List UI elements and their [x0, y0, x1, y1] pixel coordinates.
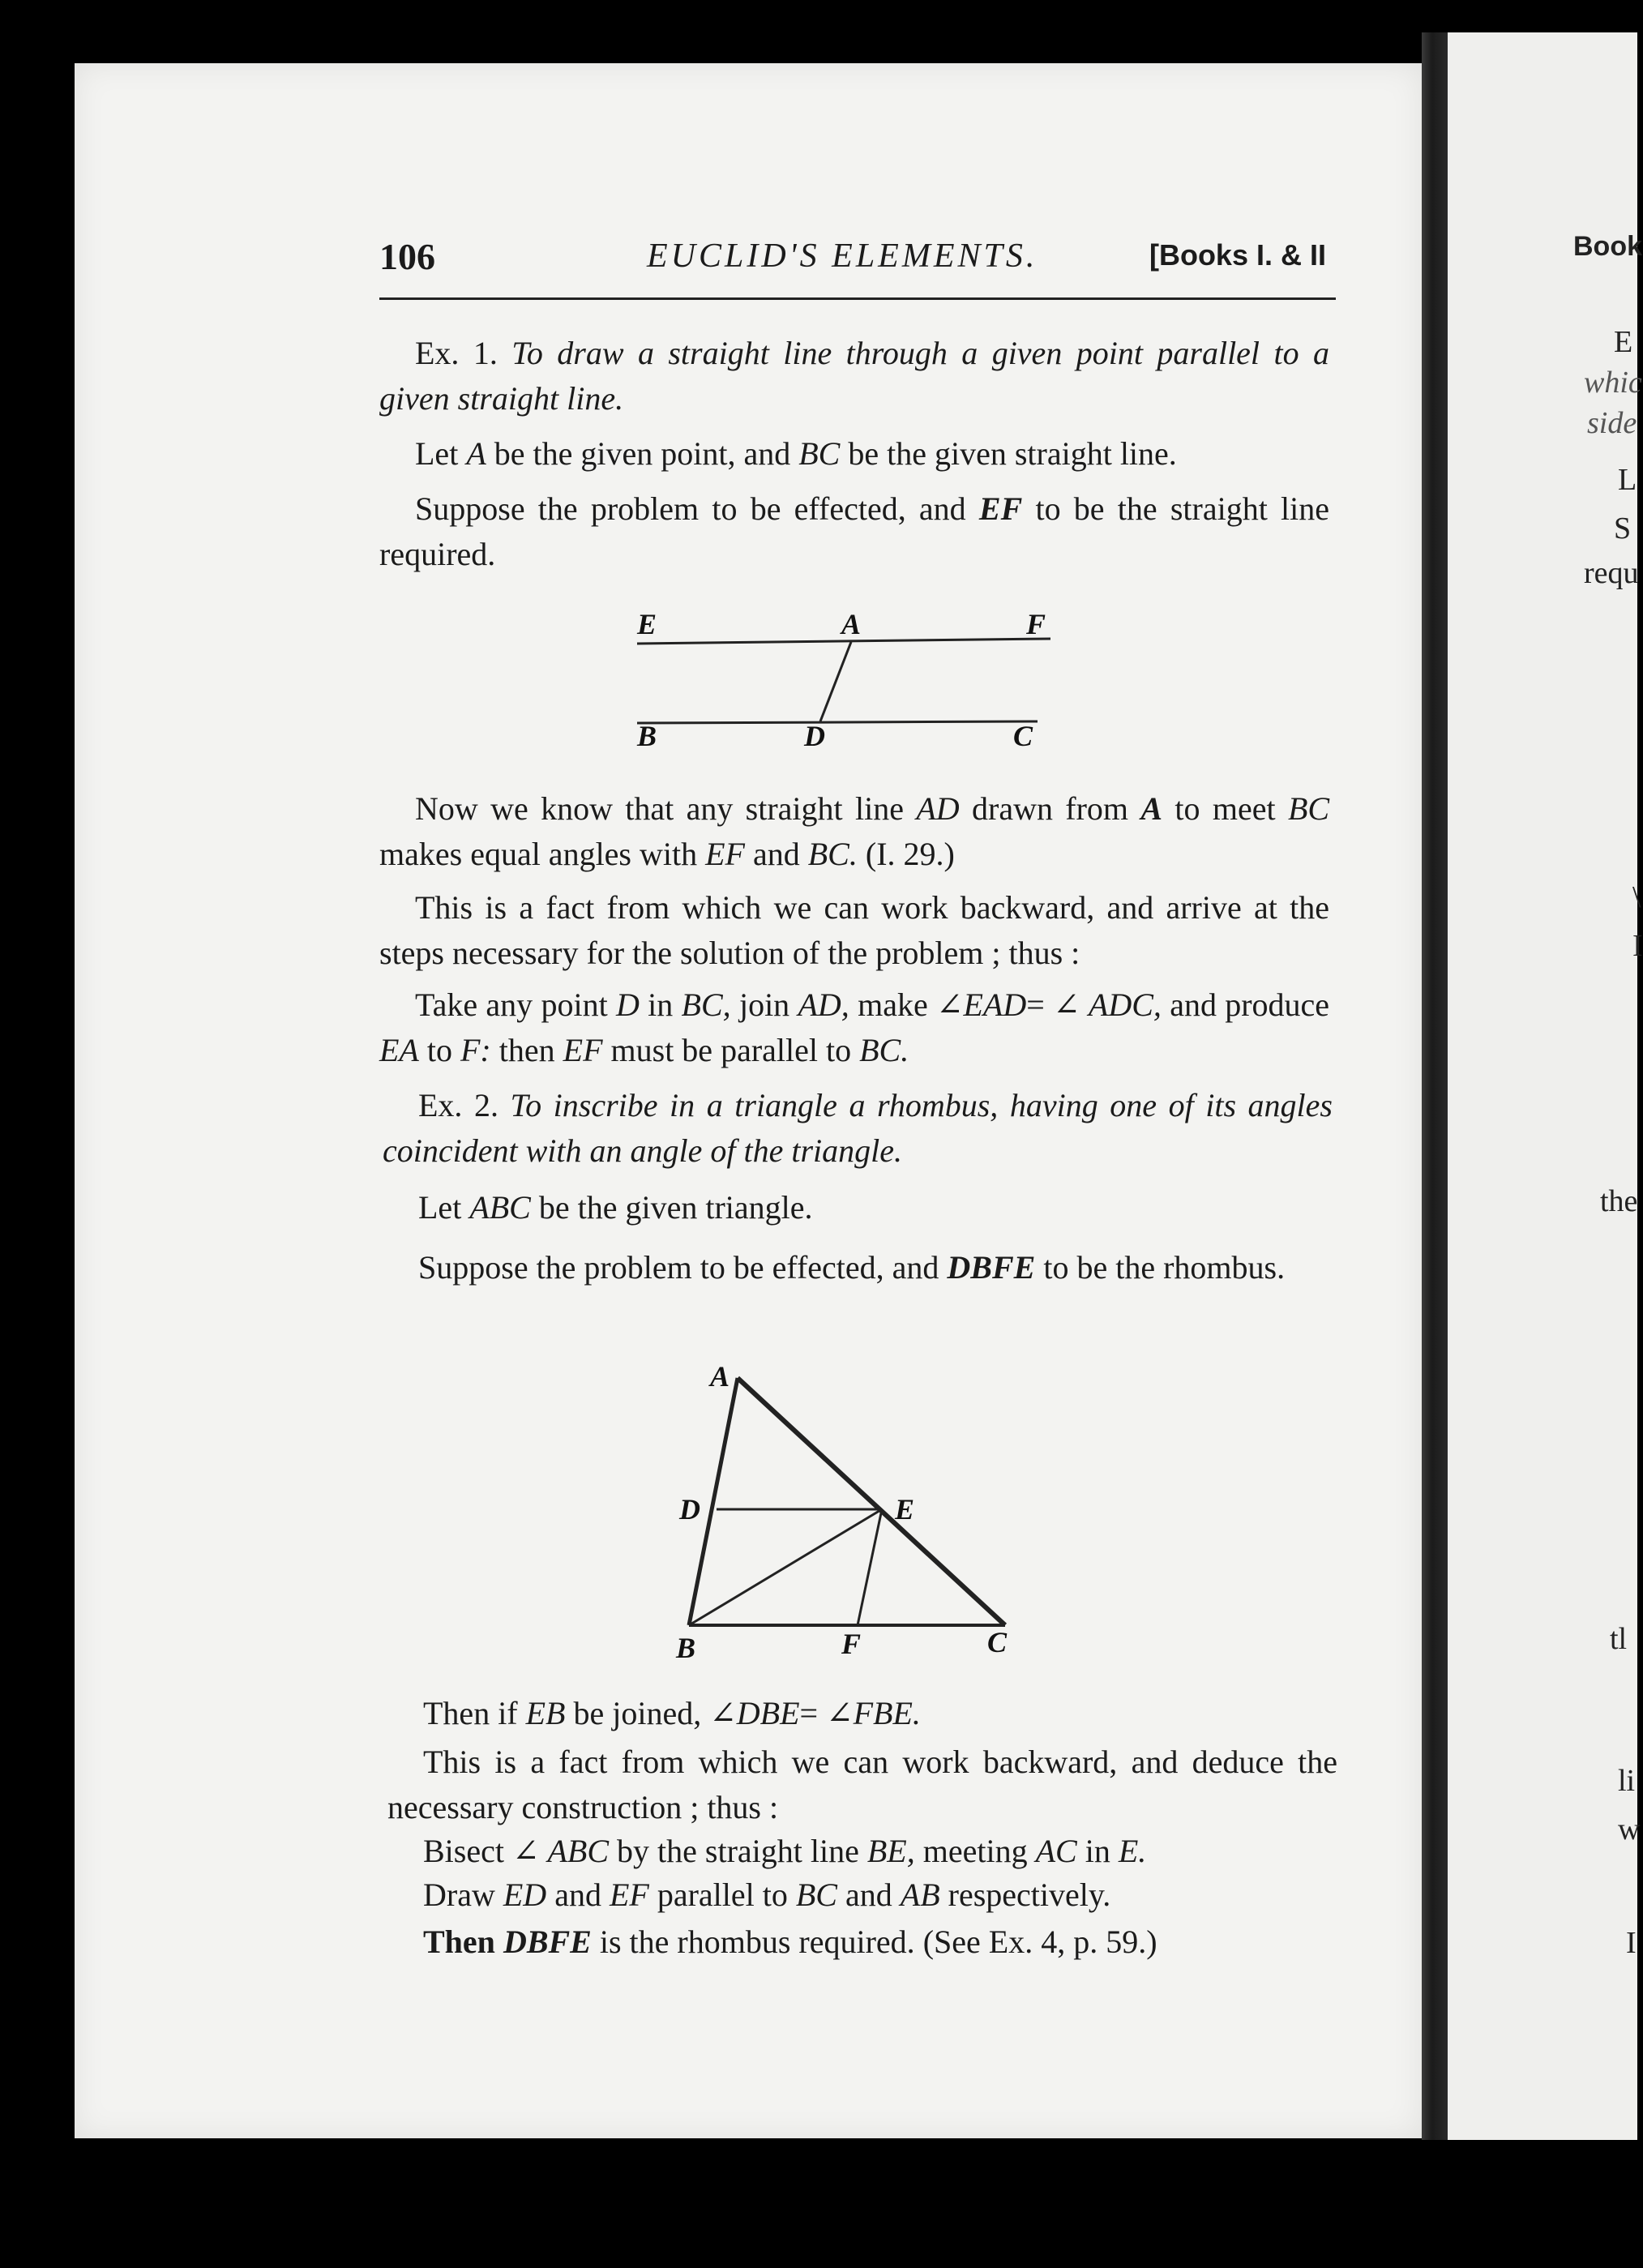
text-run: respectively.	[948, 1876, 1111, 1913]
text-run: be joined, ∠	[573, 1695, 737, 1731]
ex1-statement-text: To draw a straight line through a given point parallel to a given straight line.	[379, 335, 1329, 417]
adjacent-page-text: L	[1618, 463, 1637, 497]
text-run: = ∠	[1026, 986, 1080, 1023]
adjacent-page-text: tl	[1610, 1622, 1628, 1656]
text-run: must be parallel to	[610, 1032, 852, 1068]
adjacent-page-text: requ	[1584, 556, 1639, 590]
ex1-now	[379, 786, 1329, 877]
math-var: BC	[798, 435, 841, 472]
text-run: Suppose the problem to be effected, and	[418, 1249, 939, 1286]
label-A: A	[841, 608, 862, 640]
ex2-conclusion	[387, 1919, 1337, 1965]
label-F: F	[841, 1628, 862, 1660]
adjacent-page-text: the	[1600, 1184, 1638, 1218]
math-var: AD	[916, 790, 960, 827]
math-var: BC	[795, 1876, 837, 1913]
adjacent-page-header: Book	[1573, 231, 1642, 262]
text-run: then	[498, 1032, 555, 1068]
text-run: makes equal angles with	[379, 836, 698, 872]
text-run: Draw	[423, 1876, 495, 1913]
label-B: B	[637, 720, 657, 752]
text-run: Suppose the problem to be effected, and	[415, 490, 966, 527]
text-run: be the given straight line.	[848, 435, 1177, 472]
ex1-suppose	[379, 486, 1329, 577]
adjacent-page-text: I	[1626, 1926, 1637, 1960]
text-run: make ∠	[858, 986, 964, 1023]
text-run: join	[738, 986, 790, 1023]
figure-parallel-lines	[616, 600, 1070, 754]
text-run: Let	[418, 1189, 462, 1226]
side-AC	[738, 1378, 1005, 1625]
adjacent-page-text: S	[1614, 511, 1632, 546]
text-run: is the rhombus required.	[599, 1924, 915, 1960]
adjacent-page-text: whic	[1584, 366, 1642, 400]
ex2-draw	[387, 1872, 1337, 1918]
text-run: and produce	[1170, 986, 1330, 1023]
math-var: ABC	[469, 1189, 531, 1226]
math-var: D	[615, 986, 640, 1023]
math-var: EF	[705, 836, 745, 872]
adjacent-page-text: I	[1632, 929, 1643, 963]
figure-rhombus-in-triangle	[665, 1346, 1021, 1670]
math-var: AD,	[798, 986, 849, 1023]
math-var: EF	[563, 1032, 603, 1068]
text-run: to meet	[1174, 790, 1276, 827]
text-run: to	[426, 1032, 452, 1068]
adjacent-page-text: side	[1587, 406, 1637, 440]
adjacent-page-text: \	[1632, 880, 1641, 914]
label-D: D	[804, 720, 825, 752]
math-var: EF	[978, 490, 1023, 527]
math-var: BC,	[681, 986, 731, 1023]
math-var: BC	[1287, 790, 1330, 827]
text-run: and	[554, 1876, 601, 1913]
label-C: C	[987, 1626, 1008, 1658]
math-var: A	[466, 435, 486, 472]
math-var: FBE.	[853, 1695, 921, 1731]
math-var: EAD	[963, 986, 1027, 1023]
line-AD	[820, 642, 851, 721]
page-number: 106	[379, 236, 435, 277]
text-run: Bisect ∠	[423, 1833, 540, 1869]
ex2-bisect	[387, 1829, 1337, 1874]
math-var: DBFE	[503, 1924, 592, 1960]
running-head	[379, 235, 1326, 284]
text-run: Then if	[423, 1695, 518, 1731]
math-var: F:	[460, 1032, 491, 1068]
label-B: B	[676, 1632, 696, 1664]
math-var: BC.	[807, 836, 858, 872]
reference: (See Ex. 4, p. 59.)	[922, 1924, 1157, 1960]
math-var: DBE	[736, 1695, 800, 1731]
running-title: EUCLID'S ELEMENTS.	[647, 237, 1038, 275]
label-E: E	[637, 608, 657, 640]
text-run: be the given point, and	[494, 435, 791, 472]
adjacent-page-text: li	[1618, 1764, 1636, 1798]
math-var: AB	[900, 1876, 940, 1913]
label-D: D	[679, 1493, 700, 1526]
ex1-take	[379, 982, 1329, 1073]
ex1-let	[379, 431, 1329, 477]
ex1-label: Ex. 1.	[415, 335, 498, 371]
text-run: drawn from	[972, 790, 1129, 827]
label-F: F	[1026, 608, 1046, 640]
text-run: Then	[423, 1924, 495, 1960]
ex2-suppose	[383, 1245, 1333, 1290]
math-var: ED	[503, 1876, 547, 1913]
ex2-let	[383, 1185, 1333, 1230]
text-run: be the given triangle.	[538, 1189, 813, 1226]
adjacent-page-text: w	[1618, 1812, 1641, 1846]
math-var: EA	[379, 1032, 419, 1068]
ex2-statement	[383, 1083, 1333, 1174]
text-run: and	[845, 1876, 892, 1913]
text-run: parallel to	[657, 1876, 788, 1913]
ex2-then	[387, 1691, 1337, 1736]
text-run: Let	[415, 435, 459, 472]
label-E: E	[895, 1493, 915, 1526]
math-var: E.	[1118, 1833, 1147, 1869]
text-run: meeting	[922, 1833, 1028, 1869]
adjacent-page-text: E	[1614, 325, 1633, 359]
math-var: ADC,	[1088, 986, 1162, 1023]
text-run: to be the rhombus.	[1043, 1249, 1286, 1286]
line-BC	[637, 721, 1038, 723]
text-run: in	[648, 986, 674, 1023]
text-run: = ∠	[799, 1695, 854, 1731]
reference: (I. 29.)	[865, 836, 955, 872]
label-C: C	[1013, 720, 1033, 752]
text-run: and	[752, 836, 800, 872]
math-var: DBFE	[947, 1249, 1036, 1286]
ex2-statement-text: To inscribe in a triangle a rhombus, having one of its angles coincident with an angle of the triangle.	[383, 1087, 1333, 1169]
ex2-label: Ex. 2.	[418, 1087, 498, 1123]
math-var: AC	[1035, 1833, 1077, 1869]
text-run: Take any point	[415, 986, 608, 1023]
text-run: by the straight line	[617, 1833, 859, 1869]
label-A: A	[710, 1360, 730, 1393]
math-var: EB	[525, 1695, 566, 1731]
book-spine	[1422, 32, 1448, 2140]
header-rule	[379, 297, 1336, 300]
adjacent-page	[1448, 32, 1643, 2140]
math-var: ABC	[547, 1833, 610, 1869]
math-var: A	[1140, 790, 1163, 827]
line-EB	[689, 1509, 882, 1625]
ex2-fact: This is a fact from which we can work backward, and deduce the necessary construction ; thus :	[387, 1744, 1337, 1825]
line-EF	[858, 1509, 882, 1625]
text-run: to be the straight line required.	[379, 490, 1330, 572]
math-var: BC.	[859, 1032, 909, 1068]
ex1-fact: This is a fact from which we can work backward, and arrive at the steps necessary for the solution of the problem ; thus :	[379, 889, 1329, 971]
math-var: EF	[609, 1876, 649, 1913]
ex1-statement	[379, 331, 1329, 422]
running-books: [Books I. & II	[1149, 238, 1326, 272]
text-run: Now we know that any straight line	[415, 790, 904, 827]
math-var: BE,	[866, 1833, 915, 1869]
text-run: in	[1085, 1833, 1110, 1869]
